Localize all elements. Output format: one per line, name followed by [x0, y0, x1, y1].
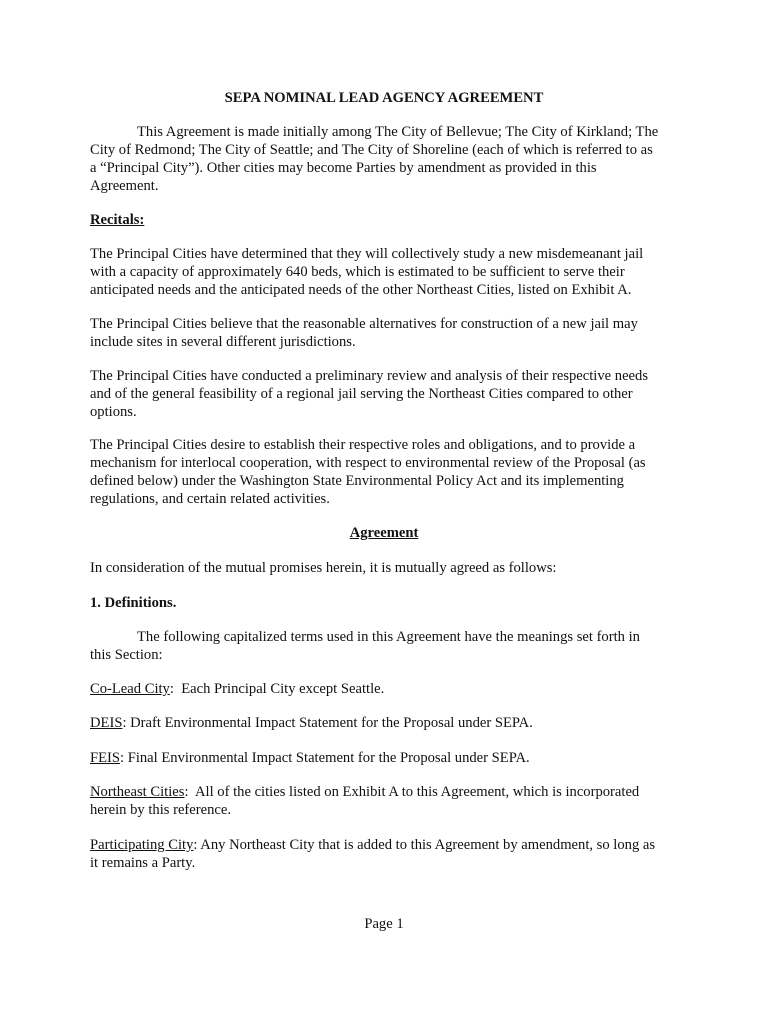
section-1-heading: 1. Definitions. — [90, 595, 177, 611]
definition-term: Co-Lead City — [90, 681, 170, 697]
recital-2-line-1: The Principal Cities believe that the reasonable alternatives for construction of a new jail may — [90, 316, 638, 332]
definition-feis — [90, 750, 690, 768]
recital-4-line-2: mechanism for interlocal cooperation, with respect to environmental review of the Proposal (as — [90, 455, 646, 471]
recital-4-line-1: The Principal Cities desire to establish their respective roles and obligations, and to provide a — [90, 437, 636, 453]
recital-3-line-2: and of the general feasibility of a regional jail serving the Northeast Cities compared to other — [90, 386, 633, 402]
definition-text: Draft Environmental Impact Statement for the Proposal under SEPA. — [130, 715, 533, 731]
agreement-heading: Agreement — [349, 525, 419, 541]
agreement-intro: In consideration of the mutual promises herein, it is mutually agreed as follows: — [90, 560, 557, 576]
recital-3-line-1: The Principal Cities have conducted a preliminary review and analysis of their respective needs — [90, 368, 649, 384]
definition-text: Final Environmental Impact Statement for the Proposal under SEPA. — [127, 750, 530, 766]
definition-separator: : — [193, 837, 201, 853]
definition-term: Northeast Cities — [90, 784, 185, 800]
intro-line-4: Agreement. — [90, 178, 159, 194]
definition-separator: : — [120, 750, 128, 766]
definitions-intro-line-2: this Section: — [90, 647, 163, 663]
definition-separator: : — [184, 784, 195, 800]
definition-text: Any Northeast City that is added to this Agreement by amendment, so long as — [200, 837, 656, 853]
recital-2-line-2: include sites in several different jurisdictions. — [90, 334, 356, 350]
definition-deis — [90, 715, 690, 733]
definition-term: FEIS — [90, 750, 121, 766]
definitions-intro-line-1: The following capitalized terms used in this Agreement have the meanings set forth in — [137, 629, 640, 645]
intro-line-1: This Agreement is made initially among The City of Bellevue; The City of Kirkland; The — [137, 124, 659, 140]
definition-separator: : — [169, 681, 182, 697]
recital-1-line-3: anticipated needs and the anticipated needs of the other Northeast Cities, listed on Exhibit A. — [90, 282, 632, 298]
definition-text: All of the cities listed on Exhibit A to this Agreement, which is incorporated — [195, 784, 640, 800]
definition-term: DEIS — [90, 715, 123, 731]
intro-line-3: a “Principal City”). Other cities may become Parties by amendment as provided in this — [90, 160, 597, 176]
definition-northeast-cities-line-2: herein by this reference. — [90, 802, 231, 818]
intro-line-2: City of Redmond; The City of Seattle; and The City of Shoreline (each of which is referred to as — [90, 142, 653, 158]
recital-4-line-4: regulations, and certain related activities. — [90, 491, 330, 507]
document-title: SEPA NOMINAL LEAD AGENCY AGREEMENT — [224, 90, 544, 106]
recital-1-line-2: with a capacity of approximately 640 beds, which is estimated to be sufficient to serve their — [90, 264, 625, 280]
definition-co-lead-city — [90, 681, 690, 699]
definition-participating-city — [90, 837, 690, 855]
recitals-heading: Recitals: — [90, 212, 145, 228]
definition-text: Each Principal City except Seattle. — [181, 681, 385, 697]
definition-term: Participating City — [90, 837, 194, 853]
recital-3-line-3: options. — [90, 404, 137, 420]
page-number: Page 1 — [364, 916, 404, 932]
recital-1-line-1: The Principal Cities have determined that they will collectively study a new misdemeanant jail — [90, 246, 644, 262]
definition-northeast-cities — [90, 784, 690, 802]
recital-4-line-3: defined below) under the Washington State Environmental Policy Act and its implementing — [90, 473, 624, 489]
definition-participating-city-line-2: it remains a Party. — [90, 855, 196, 871]
definition-separator: : — [122, 715, 131, 731]
